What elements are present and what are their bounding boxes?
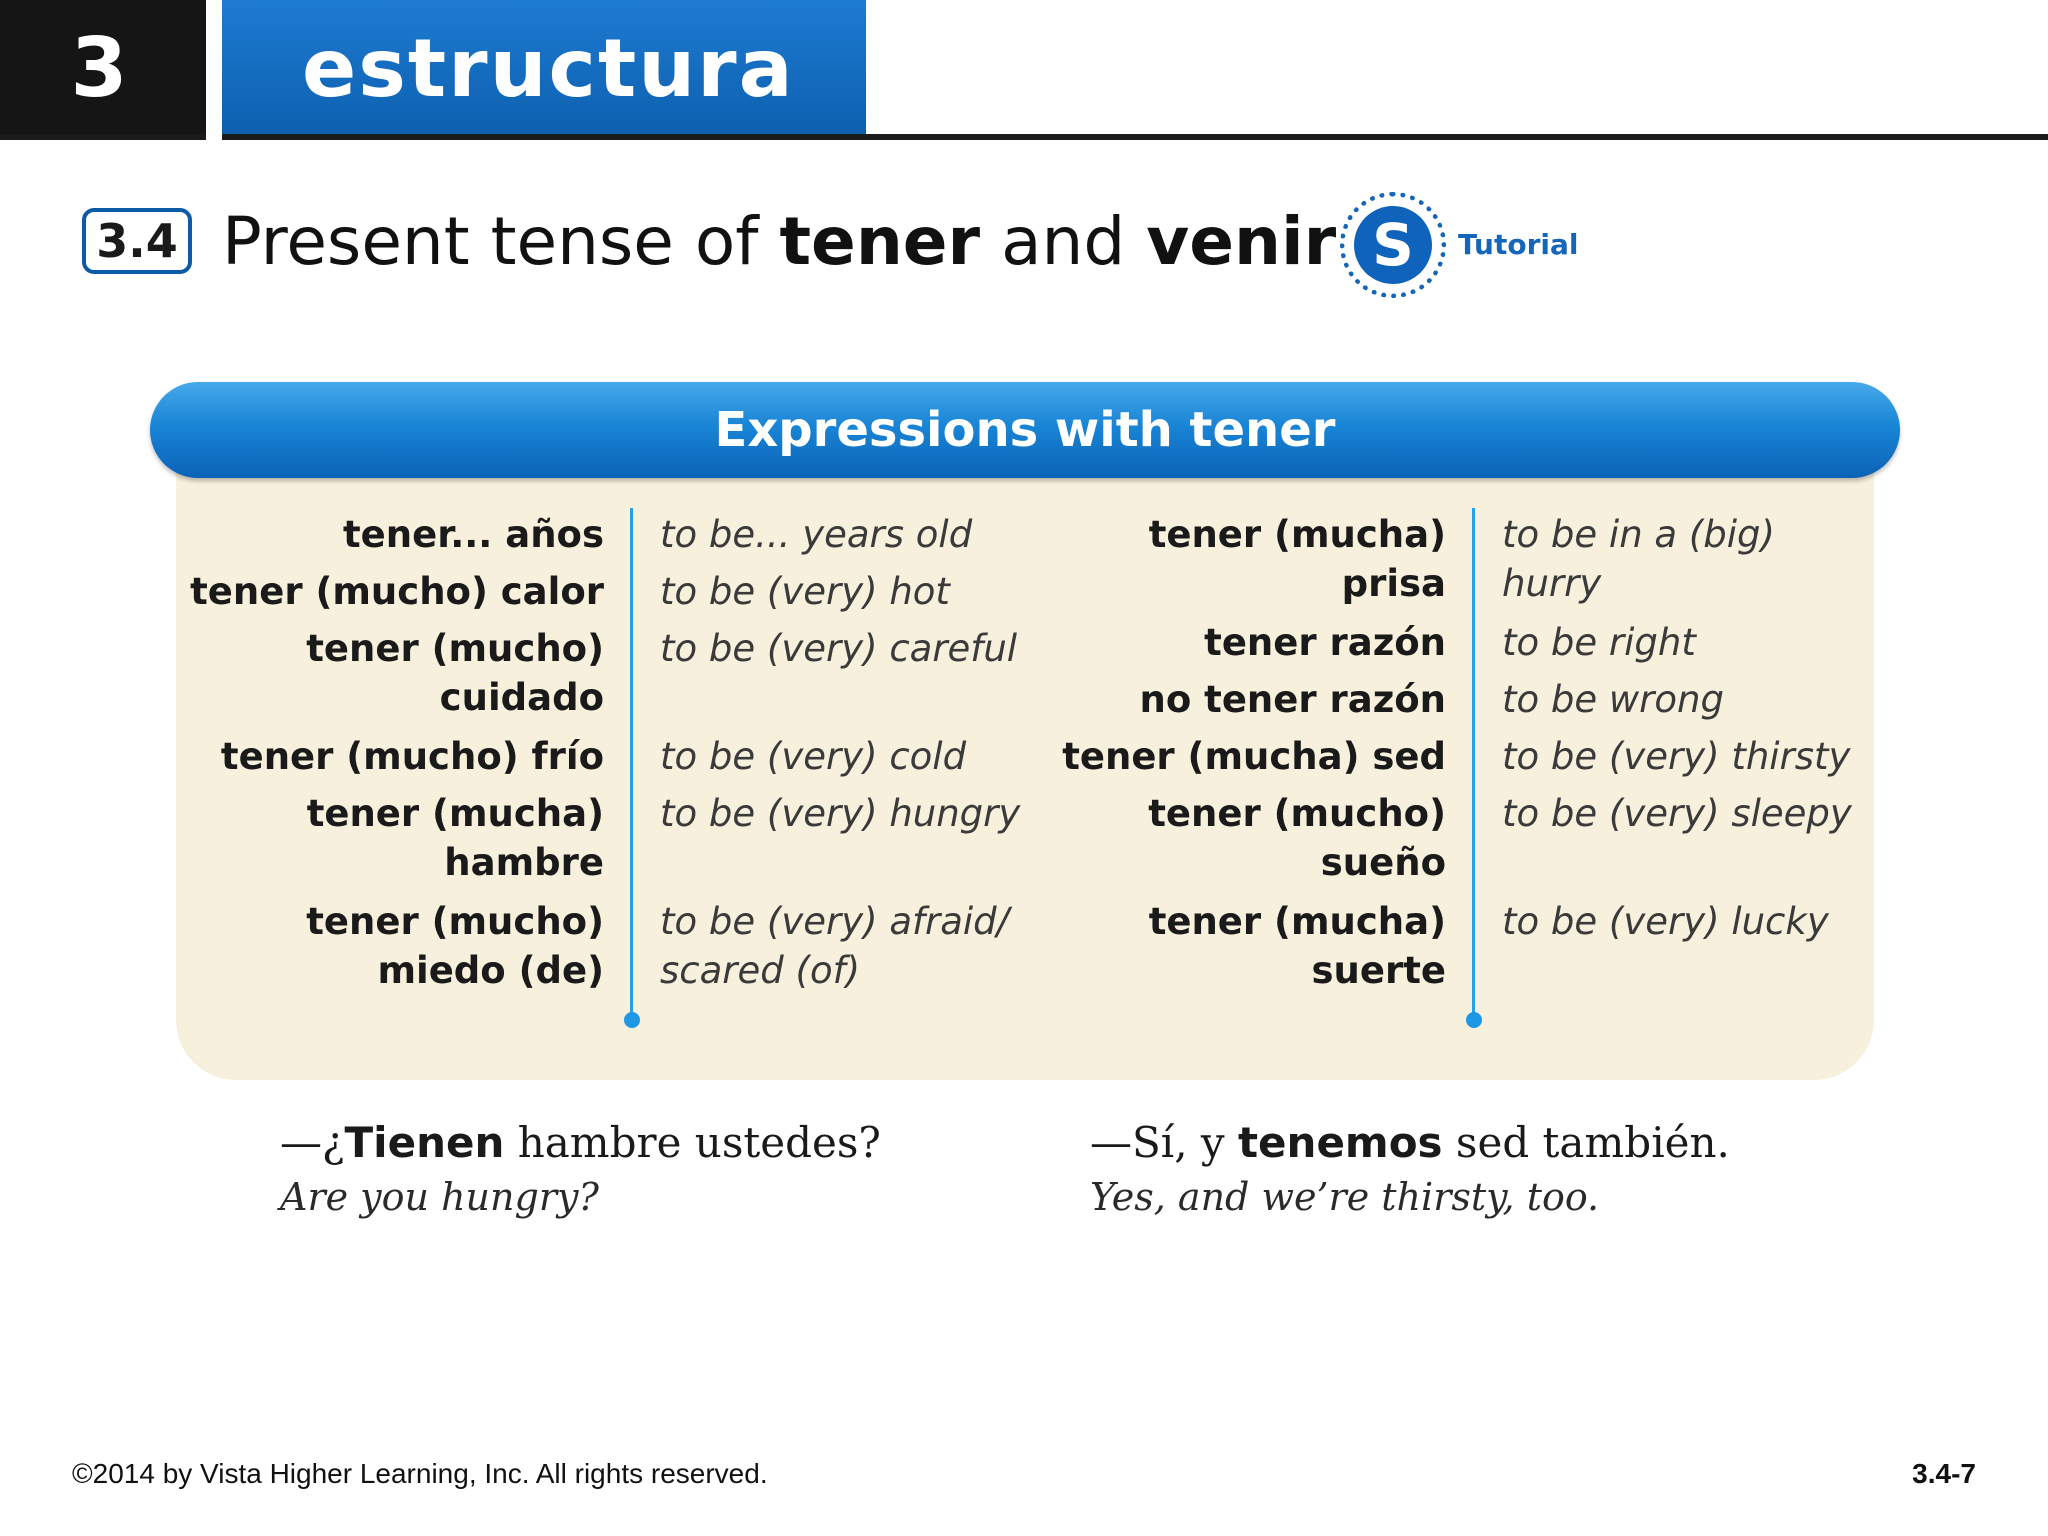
title-verb-venir: venir — [1146, 203, 1337, 280]
example-question-rest: hambre ustedes? — [504, 1118, 881, 1167]
expression-meaning: to be wrong — [1502, 678, 1724, 721]
example-answer — [1090, 1116, 1730, 1170]
expression-term: tener (mucho) — [306, 627, 604, 670]
example-question-prefix: —¿ — [280, 1118, 345, 1167]
example-answer-verb: tenemos — [1237, 1118, 1443, 1167]
expression-meaning: scared (of) — [660, 949, 861, 992]
expression-term: tener (mucha) — [306, 792, 604, 835]
slide-number: 3.4-7 — [1912, 1458, 1976, 1489]
expression-term: tener... años — [343, 513, 604, 556]
expression-term: tener (mucho) — [306, 900, 604, 943]
tutorial-link[interactable]: Tutorial — [1458, 228, 1579, 261]
expression-term: cuidado — [439, 676, 604, 719]
expression-term: hambre — [444, 841, 604, 884]
expressions-title: Expressions with tener — [714, 402, 1336, 458]
title-part: Present tense of — [222, 203, 780, 280]
chapter-number-box — [0, 0, 206, 138]
chapter-number: 3 — [70, 21, 128, 116]
expression-meaning: to be... years old — [660, 513, 973, 556]
expression-meaning: to be right — [1502, 621, 1696, 664]
expression-term: no tener razón — [1139, 678, 1446, 721]
left-divider-dot — [624, 1012, 640, 1028]
section-band — [222, 0, 866, 138]
expression-meaning: to be (very) hot — [660, 570, 950, 613]
expression-term: tener (mucha) — [1148, 513, 1446, 556]
tutorial-icon-letter: S — [1354, 206, 1432, 284]
title-part: and — [980, 203, 1147, 280]
expression-term: prisa — [1341, 562, 1446, 605]
header-rule — [0, 134, 2048, 140]
section-label: estructura — [302, 22, 795, 115]
expression-term: tener (mucho) frío — [220, 735, 604, 778]
expression-meaning: to be in a (big) — [1502, 513, 1775, 556]
expression-term: tener razón — [1204, 621, 1446, 664]
expression-meaning: to be (very) cold — [660, 735, 967, 778]
expression-term: tener (mucho) — [1148, 792, 1446, 835]
left-column-divider — [630, 508, 633, 1018]
expression-meaning: to be (very) sleepy — [1502, 792, 1852, 835]
right-divider-dot — [1466, 1012, 1482, 1028]
expression-meaning: to be (very) hungry — [660, 792, 1021, 835]
example-question-verb: Tienen — [344, 1118, 505, 1167]
example-question-translation: Are you hungry? — [280, 1175, 599, 1219]
expressions-header — [150, 382, 1900, 478]
expression-term: miedo (de) — [377, 949, 604, 992]
header-rule-gap — [206, 134, 222, 140]
example-answer-rest: sed también. — [1442, 1118, 1730, 1167]
example-question — [280, 1116, 881, 1170]
section-number-badge — [82, 208, 192, 274]
copyright-notice: ©2014 by Vista Higher Learning, Inc. All rights reserved. — [72, 1458, 768, 1489]
expression-meaning: to be (very) thirsty — [1502, 735, 1851, 778]
example-answer-prefix: —Sí, y — [1090, 1118, 1238, 1167]
expression-meaning: to be (very) careful — [660, 627, 1018, 670]
expression-meaning: hurry — [1502, 562, 1602, 605]
title-verb-tener: tener — [779, 203, 981, 280]
expression-term: suerte — [1311, 949, 1446, 992]
tutorial-icon[interactable] — [1340, 192, 1446, 298]
page-title — [222, 202, 1336, 282]
expression-meaning: to be (very) lucky — [1502, 900, 1829, 943]
right-column-divider — [1472, 508, 1475, 1018]
expression-meaning: to be (very) afraid/ — [660, 900, 1010, 943]
example-answer-translation: Yes, and we’re thirsty, too. — [1090, 1175, 1600, 1219]
expression-term: sueño — [1320, 841, 1446, 884]
expression-term: tener (mucho) calor — [190, 570, 604, 613]
expression-term: tener (mucha) sed — [1062, 735, 1446, 778]
expression-term: tener (mucha) — [1148, 900, 1446, 943]
section-number: 3.4 — [96, 214, 178, 268]
